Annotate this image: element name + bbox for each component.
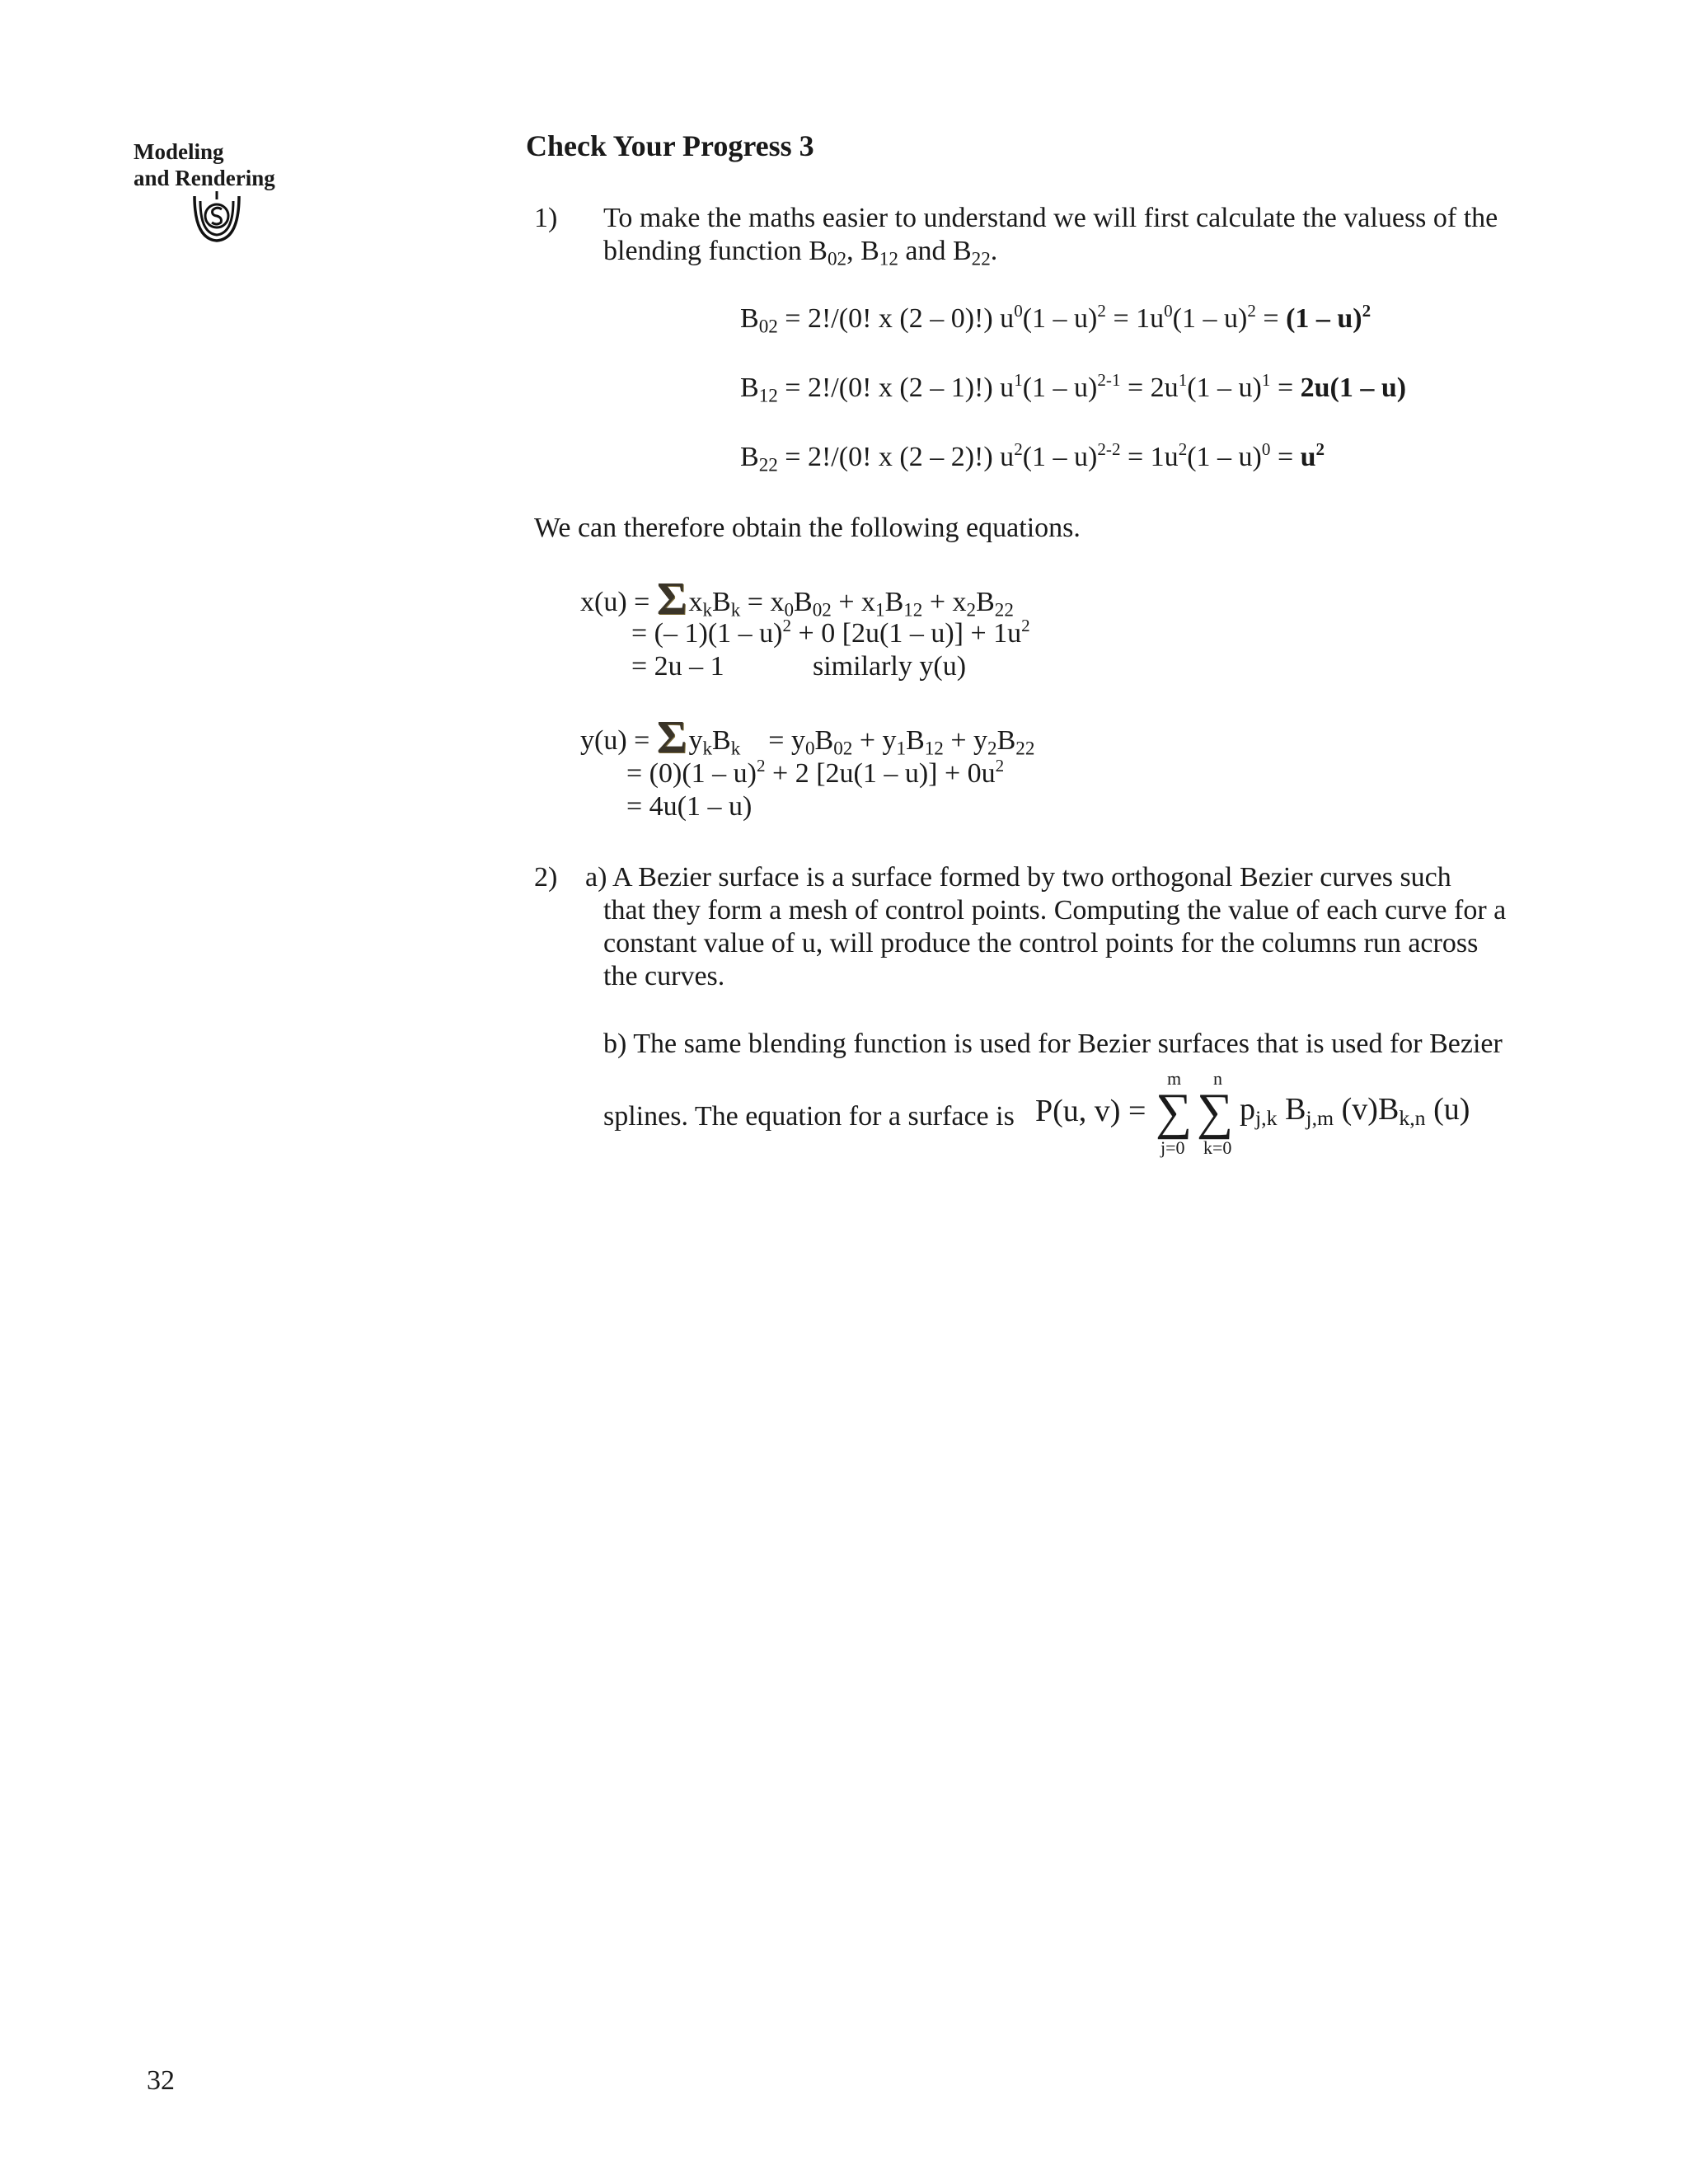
q2-number: 2) bbox=[534, 862, 558, 893]
summation-icon: ∑ bbox=[1197, 1084, 1234, 1140]
sigma-icon: Σ bbox=[656, 712, 687, 763]
q2a-line4: the curves. bbox=[603, 961, 725, 991]
sidebar-label-rendering: and Rendering bbox=[134, 166, 275, 190]
q1-number: 1) bbox=[534, 203, 558, 233]
x-equation-line2: = (– 1)(1 – u)$^2$ + 0 $[2u(1 - u)] + 1u^2$ bbox=[631, 615, 1030, 649]
equation-b02: $B_{02} = 2!/(0$! x (2 – 0)!) $u^0(1 - u)^2 = 1u^0(1 - u)^2 = (1 - u)^2$ bbox=[740, 300, 1372, 338]
q2a-line3: constant value of u, will produce the control points for the columns run across bbox=[603, 928, 1479, 958]
university-logo-icon bbox=[191, 188, 242, 246]
q2a-line1: a) A Bezier surface is a surface formed by two orthogonal Bezier curves such bbox=[585, 862, 1451, 893]
sidebar-label-modeling: Modeling bbox=[134, 139, 224, 164]
equation-b22: $B_{22} = 2!/(0$! x (2 – 2)!) $u^2(1 - u)^{2-2} = 1u^2(1 - u)^0 = u^2$ bbox=[740, 438, 1325, 476]
q1-intro-line1: To make the maths easier to understand we will first calculate the valuess of the bbox=[603, 203, 1498, 233]
q2b-line2: splines. The equation for a surface is bbox=[603, 1101, 1015, 1132]
formula-rhs: $p_{j,k}$ $B_{j,m}$ $(v)B_{k,n}$ (u) bbox=[1240, 1092, 1470, 1131]
formula-lhs: P(u, v) = bbox=[1035, 1094, 1146, 1128]
x-equation-line3: = 2u – 1 bbox=[631, 651, 724, 682]
sum1-upper: m bbox=[1167, 1068, 1182, 1089]
sum2-upper: n bbox=[1213, 1068, 1222, 1089]
section-heading: Check Your Progress 3 bbox=[526, 129, 814, 162]
q2a-line2: that they form a mesh of control points. Computing the value of each curve for a bbox=[603, 895, 1507, 926]
equation-b12: $B_{12} = 2!/(0$! x (2 – 1)!) $u^1(1 - u)^{2-1} = 2u^1(1 - u)^1 = 2u(1 - u)$ bbox=[740, 369, 1407, 407]
sum2-lower: k=0 bbox=[1203, 1137, 1232, 1158]
q1-intro-line2: blending function $B_{02}$, $B_{12}$ and $B_{22}$. bbox=[603, 236, 998, 270]
sigma-icon: Σ bbox=[656, 574, 687, 625]
y-equation-line3: = 4u(1 – u) bbox=[626, 791, 753, 822]
similarly-text: similarly y(u) bbox=[813, 651, 967, 682]
sum1-lower: j=0 bbox=[1160, 1137, 1185, 1158]
y-equation-line2: = (0)(1 – u)$^2$ + 2 $[2u(1 - u)] + 0u^2$ bbox=[626, 755, 1005, 789]
page-number: 32 bbox=[147, 2065, 175, 2096]
therefore-text: We can therefore obtain the following equations. bbox=[534, 513, 1081, 543]
x-equation-line1: $x(u) = \Sigma x_kB_k = x_0B_{02} + x_1B_{12} + x_2B_{22}$ bbox=[580, 574, 1014, 625]
y-equation-line1: $y(u) = \Sigma y_kB_k = y_0B_{02} + y_1B_{12} + y_2B_{22}$ bbox=[580, 712, 1035, 763]
summation-icon: ∑ bbox=[1156, 1084, 1193, 1140]
q2b-line1: b) The same blending function is used for Bezier surfaces that is used for Bezier bbox=[603, 1029, 1503, 1059]
